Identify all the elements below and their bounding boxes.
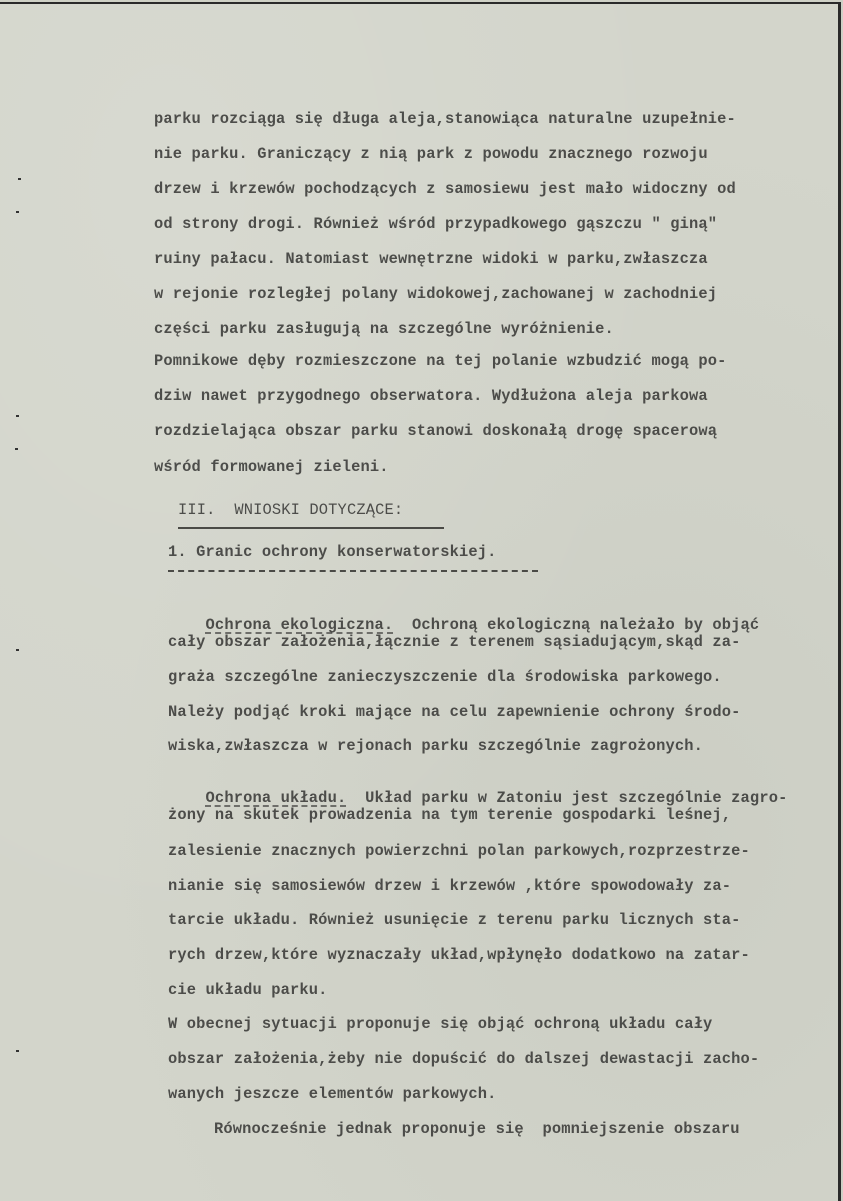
text-line: dziw nawet przygodnego obserwatora. Wydłużona aleja parkowa [154, 387, 708, 405]
margin-mark [16, 415, 19, 417]
text-line: nie parku. Graniczący z nią park z powodu znacznego rozwoju [154, 145, 708, 163]
text-line: Pomnikowe dęby rozmieszczone na tej polanie wzbudzić mogą po- [154, 352, 727, 370]
margin-mark [15, 448, 18, 450]
ecological-text: Ochroną ekologiczną należało by objąć [393, 616, 760, 634]
text-line: ruiny pałacu. Natomiast wewnętrzne widoki w parku,zwłaszcza [154, 250, 708, 268]
layout-text: Układ parku w Zatoniu jest szczególnie zagro- [346, 789, 788, 807]
heading-underline [178, 527, 444, 529]
margin-mark [18, 178, 21, 180]
section-heading: III. WNIOSKI DOTYCZĄCE: [178, 501, 404, 519]
layout-label: Ochrona układu. [205, 789, 347, 807]
margin-mark [16, 649, 19, 651]
text-line: drzew i krzewów pochodzących z samosiewu jest mało widoczny od [154, 180, 736, 198]
text-line: tarcie układu. Również usunięcie z terenu parku licznych sta- [168, 911, 741, 929]
text-line: żony na skutek prowadzenia na tym terenie gospodarki leśnej, [168, 806, 732, 824]
text-line: rych drzew,które wyznaczały układ,wpłynęło dodatkowo na zatar- [168, 946, 750, 964]
text-line: wiska,zwłaszcza w rejonach parku szczególnie zagrożonych. [168, 737, 703, 755]
subsection-underline [168, 570, 538, 572]
ecological-label: Ochrona ekologiczna. [205, 616, 394, 634]
text-line: nianie się samosiewów drzew i krzewów ,które spowodowały za- [168, 877, 732, 895]
text-line: części parku zasługują na szczególne wyróżnienie. [154, 320, 614, 338]
margin-mark [16, 1050, 19, 1052]
text-line: graża szczególne zanieczyszczenie dla środowiska parkowego. [168, 668, 722, 686]
subsection-heading: 1. Granic ochrony konserwatorskiej. [168, 543, 497, 561]
text-line: wśród formowanej zieleni. [154, 458, 389, 476]
text-line: Należy podjąć kroki mające na celu zapewnienie ochrony środo- [168, 703, 741, 721]
text-line: Równocześnie jednak proponuje się pomniejszenie obszaru [214, 1120, 740, 1138]
margin-mark [16, 211, 19, 213]
text-line: cały obszar założenia,łącznie z terenem sąsiadującym,skąd za- [168, 633, 741, 651]
text-line: cie układu parku. [168, 981, 328, 999]
text-line: parku rozciąga się długa aleja,stanowiąca naturalne uzupełnie- [154, 110, 736, 128]
text-line: obszar założenia,żeby nie dopuścić do dalszej dewastacji zacho- [168, 1050, 760, 1068]
text-line: W obecnej sytuacji proponuje się objąć ochroną układu cały [168, 1015, 713, 1033]
text-line: od strony drogi. Również wśród przypadkowego gąszczu " giną" [154, 215, 718, 233]
text-line: rozdzielająca obszar parku stanowi doskonałą drogę spacerową [154, 422, 718, 440]
typewritten-page [0, 2, 841, 1201]
text-line: zalesienie znacznych powierzchni polan parkowych,rozprzestrze- [168, 842, 750, 860]
text-line: w rejonie rozległej polany widokowej,zachowanej w zachodniej [154, 285, 718, 303]
text-line: wanych jeszcze elementów parkowych. [168, 1085, 497, 1103]
